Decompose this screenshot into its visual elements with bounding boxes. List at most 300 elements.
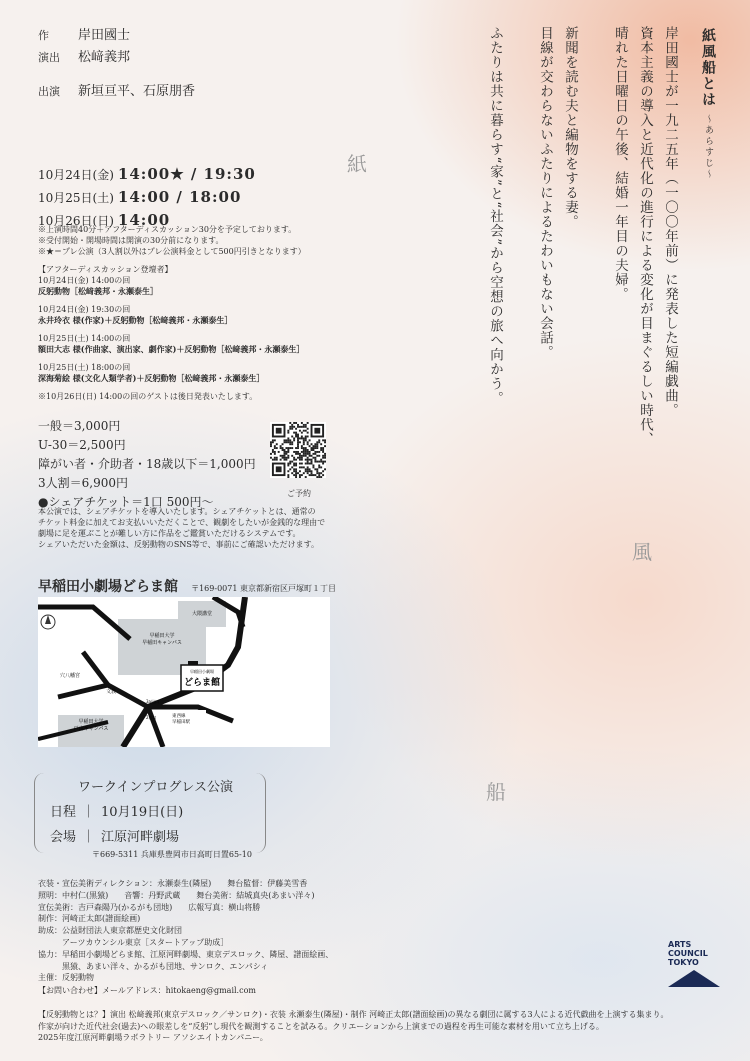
wip-venue-label: 会場 xyxy=(50,830,77,845)
qr-module xyxy=(272,459,274,461)
qr-module xyxy=(305,468,307,470)
qr-module xyxy=(312,464,314,466)
qr-module xyxy=(320,472,322,474)
qr-module xyxy=(322,463,324,465)
qr-module xyxy=(295,434,297,436)
qr-module xyxy=(276,443,278,445)
qr-module xyxy=(284,459,286,461)
qr-module xyxy=(307,449,309,451)
qr-module xyxy=(320,447,322,449)
qr-module xyxy=(289,447,291,449)
map-theater-small: 早稲田小劇場 xyxy=(190,669,214,674)
qr-module xyxy=(309,455,311,457)
discussion-date: 10月25日(土) 14:00の回 xyxy=(38,334,131,343)
qr-module xyxy=(291,428,293,430)
qr-module xyxy=(314,461,316,463)
qr-module xyxy=(309,470,311,472)
qr-module xyxy=(291,461,293,463)
qr-module xyxy=(284,441,286,443)
qr-module xyxy=(287,449,289,451)
qr-module xyxy=(307,432,309,434)
synopsis-text: 岸田國士が一九二五年（一〇〇年前）に発表した短編戯曲。 資本主義の導入と近代化の進行による変化が目まぐるしい時代、 晴れた日曜日の午後、結婚一年目の夫婦。 新聞を読む夫と編物をする妻。 目線が交わらないふたりによるたわいもない会話。 ふたりは共に暮らす“家”と“社会”から空想の旅へ向かう。 xyxy=(487,26,678,447)
qr-module xyxy=(305,439,307,441)
qr-module xyxy=(291,424,293,426)
qr-module xyxy=(291,443,293,445)
qr-module xyxy=(291,455,293,457)
qr-module xyxy=(309,445,311,447)
qr-module xyxy=(324,441,326,443)
qr-module xyxy=(274,453,276,455)
share-ticket-title: ●シェアチケット＝1口 500円〜 xyxy=(38,495,214,509)
qr-module xyxy=(318,476,320,478)
qr-module xyxy=(303,424,305,426)
qr-module xyxy=(312,466,314,468)
venue-name: 早稲田小劇場どらま館 xyxy=(38,579,178,595)
qr-module xyxy=(322,451,324,453)
venue-address: 〒169-0071 東京都新宿区戸塚町１丁目 xyxy=(191,584,336,593)
qr-module xyxy=(287,463,289,465)
qr-module xyxy=(316,441,318,443)
map-univ-toyama-line1: 早稲田大学 xyxy=(78,719,104,725)
qr-module xyxy=(284,449,286,451)
qr-module xyxy=(293,459,295,461)
qr-module xyxy=(270,453,272,455)
qr-module xyxy=(320,466,322,468)
qr-module xyxy=(311,449,313,451)
ticket-prices: 一般＝3,000円 U-30＝2,500円 障がい者・介助者・18歳以下＝1,000円 3人割＝6,900円 ●シェアチケット＝1口 500円〜 xyxy=(38,417,256,512)
qr-module xyxy=(311,455,313,457)
reservation-qr-code[interactable] xyxy=(270,422,326,478)
qr-module xyxy=(297,434,299,436)
qr-module xyxy=(289,439,291,441)
qr-module xyxy=(276,447,278,449)
qr-module xyxy=(299,457,301,459)
qr-module xyxy=(291,441,293,443)
qr-module xyxy=(295,453,297,455)
qr-module xyxy=(293,439,295,441)
qr-module xyxy=(287,430,289,432)
qr-module xyxy=(293,422,295,424)
arts-council-mountain-icon xyxy=(668,969,720,987)
map-okuma: 大隈講堂 xyxy=(191,611,213,617)
credits xyxy=(38,24,195,99)
qr-module xyxy=(299,437,301,439)
qr-module xyxy=(309,453,311,455)
qr-module xyxy=(299,430,301,432)
qr-module xyxy=(312,457,314,459)
qr-module xyxy=(314,468,316,470)
qr-module xyxy=(287,451,289,453)
qr-module xyxy=(287,457,289,459)
qr-module xyxy=(293,463,295,465)
company-footer: 【反躬動物とは？】演出 松﨑義邦(東京デスロック／サンロク)・衣装 永瀬泰生(隣屋)・制作 河崎正太郎(譜面絵画)の異なる劇団に属する3人による近代戯曲を上演する集まり。 作家が向けた近代社会(過去)への眼差しを“反躬”し現代を観測することを試みる。クリエーションから上演までの過程を再生可能な素材を用いて立ち上げる。 2025年度江原河畔劇場ラボラトリー アソシエイトカンパニー。 xyxy=(38,1010,669,1042)
discussion-guests: 額田大志 様(作曲家、演出家、劇作家)＋反躬動物［松﨑義邦・永瀬泰生］ xyxy=(38,344,305,354)
qr-module xyxy=(303,447,305,449)
qr-module xyxy=(316,468,318,470)
qr-module xyxy=(314,474,316,476)
qr-module xyxy=(305,476,307,478)
reservation-label: ご予約 xyxy=(287,489,311,498)
qr-module xyxy=(272,439,274,441)
qr-module xyxy=(295,470,297,472)
qr-module xyxy=(309,468,311,470)
qr-module xyxy=(311,447,313,449)
qr-module xyxy=(303,443,305,445)
qr-module xyxy=(314,443,316,445)
qr-module xyxy=(312,447,314,449)
venue-map xyxy=(38,597,330,747)
qr-module xyxy=(305,455,307,457)
qr-module xyxy=(285,457,287,459)
qr-module xyxy=(316,445,318,447)
qr-module xyxy=(322,470,324,472)
performance-schedule xyxy=(38,163,256,232)
qr-module xyxy=(322,447,324,449)
qr-module xyxy=(303,439,305,441)
qr-module xyxy=(299,455,301,457)
map-station-line2: 早稲田駅 xyxy=(172,720,190,725)
qr-module xyxy=(295,472,297,474)
qr-module xyxy=(309,463,311,465)
qr-module xyxy=(309,439,311,441)
qr-module xyxy=(303,449,305,451)
qr-module xyxy=(305,463,307,465)
qr-module xyxy=(322,474,324,476)
qr-module xyxy=(276,457,278,459)
qr-module xyxy=(322,455,324,457)
qr-module xyxy=(305,470,307,472)
qr-module xyxy=(318,472,320,474)
qr-module xyxy=(278,451,280,453)
qr-module xyxy=(287,432,289,434)
qr-module xyxy=(307,436,309,438)
qr-module xyxy=(303,451,305,453)
qr-module xyxy=(307,470,309,472)
qr-module xyxy=(285,441,287,443)
map-theater-big: どらま館 xyxy=(183,678,221,688)
qr-module xyxy=(295,459,297,461)
qr-module xyxy=(305,436,307,438)
qr-module xyxy=(299,426,301,428)
qr-module xyxy=(322,457,324,459)
qr-module xyxy=(285,459,287,461)
qr-module xyxy=(291,466,293,468)
share-ticket-text: 本公演では、シェアチケットを導入いたします。シェアチケットとは、通常の チケット料金に加えてお支払いいただくことで、観劇をしたいが金銭的な理由で 劇場に足を運ぶことが難しい方に作品をご鑑賞いただけるシステムです。 シェアいただいた金額は、反躬動物のSNS等で、事前にご確認いただけます。 xyxy=(38,507,326,549)
map-bunkyo: 文教 xyxy=(106,689,117,695)
qr-module xyxy=(297,441,299,443)
qr-module xyxy=(307,472,309,474)
qr-module xyxy=(305,437,307,439)
qr-module xyxy=(301,432,303,434)
qr-module xyxy=(311,470,313,472)
map-univ-main-line1: 早稲田大学 xyxy=(149,633,175,639)
qr-module xyxy=(305,447,307,449)
qr-module xyxy=(305,453,307,455)
qr-module xyxy=(318,441,320,443)
qr-module xyxy=(307,451,309,453)
staff-credits: 衣装・宣伝美術ディレクション：永瀬泰生(隣屋) 舞台監督：伊藤美雪香 照明：中村仁(黒猿) 音響：丹野武蔵 舞台美術：結城真央(あまい洋々) 宣伝美術：吉戸森陽乃(かるがも団地) 広報写真：横山将勝 制作：河崎正太郎(譜面絵画) 助成：公益財団法人東京都歴史文化財団 アーツカウンシル東京［スタートアップ助成］ 協力：早稲田小劇場どらま館、江原河畔劇場、東京デスロック、隣屋、譜面絵画、 黒猿、あまい洋々、かるがも団地、サンロク、エンパシィ 主催：反躬動物 xyxy=(38,879,334,983)
qr-module xyxy=(309,459,311,461)
qr-module xyxy=(272,451,274,453)
map-univ-toyama-line2: 戸山キャンパス xyxy=(73,726,109,732)
qr-module xyxy=(307,466,309,468)
map-exit3a: 3a出口 xyxy=(146,699,159,704)
qr-module xyxy=(311,474,313,476)
qr-module xyxy=(316,472,318,474)
qr-module xyxy=(301,447,303,449)
qr-module xyxy=(295,463,297,465)
qr-module xyxy=(291,472,293,474)
contact: 【お問い合わせ】メールアドレス：hitokaeng@gmail.com xyxy=(38,986,256,995)
performance-row: 10月24日(金) 14:00★ / 19:30 xyxy=(38,165,256,183)
qr-module xyxy=(307,461,309,463)
qr-module xyxy=(297,445,299,447)
qr-module xyxy=(318,451,320,453)
wip-section: ワークインプログレス公演 日程 ｜ 10月19日(日) 会場 ｜ 江原河畔劇場 〒669-5311 兵庫県豊岡市日高町日置65-10 xyxy=(50,776,252,860)
deco-char-kami: 紙 xyxy=(347,152,367,176)
credit-author: 作 岸田國士 xyxy=(38,28,131,43)
wip-venue: 江原河畔劇場 xyxy=(101,830,180,845)
qr-module xyxy=(280,447,282,449)
qr-module xyxy=(316,447,318,449)
qr-module xyxy=(307,468,309,470)
qr-module xyxy=(303,466,305,468)
qr-module xyxy=(293,437,295,439)
qr-module xyxy=(307,453,309,455)
qr-module xyxy=(291,447,293,449)
qr-module xyxy=(299,466,301,468)
qr-module xyxy=(324,453,326,455)
qr-module xyxy=(320,443,322,445)
qr-module xyxy=(287,437,289,439)
qr-module xyxy=(293,432,295,434)
discussion-guests: 反躬動物［松﨑義邦・永瀬泰生］ xyxy=(38,286,158,296)
qr-module xyxy=(295,474,297,476)
qr-module xyxy=(287,447,289,449)
qr-module xyxy=(307,459,309,461)
qr-module xyxy=(307,428,309,430)
wip-address: 〒669-5311 兵庫県豊岡市日高町日置65-10 xyxy=(92,850,252,859)
qr-module xyxy=(316,470,318,472)
qr-module xyxy=(274,445,276,447)
qr-module xyxy=(316,476,318,478)
qr-module xyxy=(295,451,297,453)
qr-module xyxy=(316,455,318,457)
qr-module xyxy=(301,463,303,465)
qr-module xyxy=(299,459,301,461)
qr-module xyxy=(284,439,286,441)
discussion-date: 10月24日(金) 14:00の回 xyxy=(38,276,131,285)
qr-module xyxy=(314,451,316,453)
qr-module xyxy=(322,449,324,451)
qr-module xyxy=(270,457,272,459)
credit-director: 演出 松﨑義邦 xyxy=(38,50,131,65)
performance-notes: ※上演時間40分＋アフターディスカッション30分を予定しております。 ※受付開始・開場時間は開演の30分前になります。 ※★＝プレ公演（3人割以外はプレ公演料金として500円引きとなります） xyxy=(38,225,306,256)
qr-module xyxy=(303,437,305,439)
qr-module xyxy=(282,455,284,457)
qr-module xyxy=(301,466,303,468)
deco-char-fu: 風 xyxy=(632,540,652,564)
performance-row: 10月25日(土) 14:00 / 18:00 xyxy=(38,188,242,206)
qr-module xyxy=(274,457,276,459)
qr-module xyxy=(293,426,295,428)
qr-module xyxy=(287,470,289,472)
qr-module xyxy=(295,476,297,478)
discussion-date: 10月24日(金) 19:30の回 xyxy=(38,305,131,314)
qr-module xyxy=(297,439,299,441)
qr-module xyxy=(299,474,301,476)
qr-module xyxy=(309,474,311,476)
qr-module xyxy=(312,453,314,455)
qr-module xyxy=(287,455,289,457)
qr-module xyxy=(297,443,299,445)
qr-module xyxy=(301,455,303,457)
qr-module xyxy=(274,447,276,449)
qr-module xyxy=(282,457,284,459)
qr-module xyxy=(280,455,282,457)
qr-module xyxy=(305,426,307,428)
qr-module xyxy=(276,459,278,461)
qr-module xyxy=(309,451,311,453)
qr-module xyxy=(314,457,316,459)
qr-module xyxy=(301,437,303,439)
qr-module xyxy=(301,457,303,459)
credit-cast: 出演 新垣亘平、石原朋香 xyxy=(38,84,196,99)
qr-module xyxy=(270,443,272,445)
qr-module xyxy=(322,461,324,463)
qr-module xyxy=(311,472,313,474)
qr-module xyxy=(305,430,307,432)
discussion-guests: 永井玲衣 様(作家)＋反躬動物［松﨑義邦・永瀬泰生］ xyxy=(38,315,233,325)
qr-module xyxy=(295,428,297,430)
qr-module xyxy=(297,447,299,449)
qr-module xyxy=(287,474,289,476)
qr-module xyxy=(318,455,320,457)
qr-module xyxy=(293,474,295,476)
discussion-guests: 深海菊絵 様(文化人類学者)＋反躬動物［松﨑義邦・永瀬泰生］ xyxy=(38,373,265,383)
qr-module xyxy=(297,437,299,439)
deco-char-sen: 船 xyxy=(486,780,506,804)
qr-module xyxy=(299,453,301,455)
qr-module xyxy=(293,468,295,470)
qr-module xyxy=(314,453,316,455)
qr-module xyxy=(311,463,313,465)
qr-module xyxy=(318,439,320,441)
qr-module xyxy=(274,459,276,461)
qr-module xyxy=(295,422,297,424)
qr-module xyxy=(324,455,326,457)
qr-module xyxy=(295,468,297,470)
qr-module xyxy=(284,457,286,459)
qr-module xyxy=(303,472,305,474)
wip-title: ワークインプログレス公演 xyxy=(78,780,233,795)
qr-module xyxy=(285,439,287,441)
qr-module xyxy=(270,445,272,447)
qr-module xyxy=(305,424,307,426)
qr-module xyxy=(307,441,309,443)
qr-module xyxy=(303,455,305,457)
qr-module xyxy=(293,457,295,459)
qr-module xyxy=(312,449,314,451)
qr-module xyxy=(320,459,322,461)
qr-module xyxy=(291,426,293,428)
venue xyxy=(38,576,336,596)
qr-module xyxy=(312,474,314,476)
qr-module xyxy=(301,474,303,476)
qr-module xyxy=(289,443,291,445)
qr-module xyxy=(314,459,316,461)
performance-row: 10月26日(日) 14:00 xyxy=(38,211,171,229)
wip-date: 10月19日(日) xyxy=(101,805,184,820)
discussion-date: 10月25日(土) 18:00の回 xyxy=(38,363,131,372)
qr-module xyxy=(324,457,326,459)
qr-module xyxy=(307,457,309,459)
qr-module xyxy=(316,461,318,463)
qr-module xyxy=(305,451,307,453)
qr-module xyxy=(272,449,274,451)
qr-module xyxy=(291,436,293,438)
qr-module xyxy=(301,422,303,424)
qr-module xyxy=(301,426,303,428)
qr-module xyxy=(289,441,291,443)
qr-module xyxy=(316,443,318,445)
map-univ-main-line2: 早稲田キャンパス xyxy=(142,640,182,646)
qr-module xyxy=(285,451,287,453)
qr-module xyxy=(320,449,322,451)
qr-module xyxy=(299,463,301,465)
qr-module xyxy=(307,443,309,445)
qr-module xyxy=(289,463,291,465)
qr-module xyxy=(297,457,299,459)
after-discussion xyxy=(38,264,304,402)
qr-module xyxy=(316,451,318,453)
qr-module xyxy=(301,459,303,461)
qr-module xyxy=(297,451,299,453)
qr-module xyxy=(289,468,291,470)
qr-module xyxy=(280,445,282,447)
discussion-header: 【アフターディスカッション登壇者】 xyxy=(38,265,173,274)
qr-module xyxy=(287,476,289,478)
wip-date-label: 日程 xyxy=(50,805,77,820)
qr-module xyxy=(299,441,301,443)
qr-module xyxy=(282,443,284,445)
map-exit2: 2出口 xyxy=(146,715,157,720)
qr-module xyxy=(311,459,313,461)
qr-module xyxy=(301,436,303,438)
qr-module xyxy=(318,466,320,468)
qr-module xyxy=(272,441,274,443)
qr-module xyxy=(295,432,297,434)
qr-module xyxy=(297,453,299,455)
qr-module xyxy=(293,470,295,472)
qr-module xyxy=(287,439,289,441)
qr-module xyxy=(297,436,299,438)
qr-module xyxy=(303,426,305,428)
qr-module xyxy=(285,453,287,455)
qr-module xyxy=(318,461,320,463)
qr-module xyxy=(295,464,297,466)
map-station-line1: 東西線 xyxy=(172,714,186,719)
qr-module xyxy=(289,428,291,430)
qr-module xyxy=(324,439,326,441)
qr-module xyxy=(280,459,282,461)
qr-module xyxy=(324,468,326,470)
qr-module xyxy=(301,445,303,447)
qr-module xyxy=(284,455,286,457)
qr-module xyxy=(320,476,322,478)
discussion-note: ※10月26日(日) 14:00の回のゲストは後日発表いたします。 xyxy=(38,392,258,401)
qr-module xyxy=(289,426,291,428)
